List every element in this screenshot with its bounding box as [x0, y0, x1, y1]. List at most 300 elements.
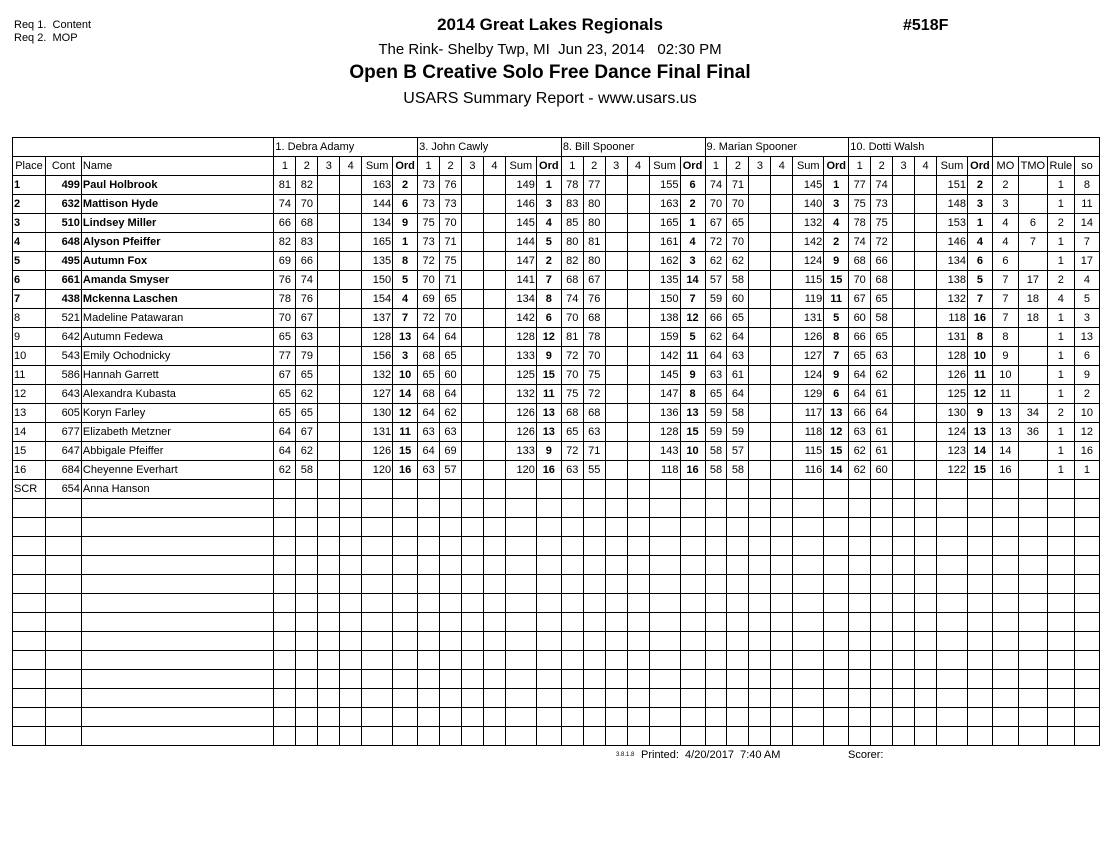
cell-ord	[824, 556, 849, 575]
cell-sum: 124	[793, 366, 824, 385]
cell-score	[749, 613, 771, 632]
cell-cont: 647	[45, 442, 81, 461]
cell-score	[605, 594, 627, 613]
cell-so: 5	[1074, 290, 1099, 309]
cell-sum	[505, 670, 536, 689]
cell-score	[605, 575, 627, 594]
cell-cont: 643	[45, 385, 81, 404]
cell-score	[705, 632, 727, 651]
cell-tmo	[1018, 499, 1047, 518]
cell-score	[440, 727, 462, 746]
cell-sum: 131	[793, 309, 824, 328]
cell-score	[318, 195, 340, 214]
cell-ord: 12	[536, 328, 561, 347]
cell-score	[462, 252, 484, 271]
cell-ord	[824, 670, 849, 689]
cell-sum	[936, 499, 967, 518]
cell-score	[605, 176, 627, 195]
cell-score	[893, 176, 915, 195]
cell-ord: 5	[824, 309, 849, 328]
cell-score	[561, 537, 583, 556]
cell-score	[462, 442, 484, 461]
table-row	[13, 651, 1100, 670]
cell-sum: 118	[793, 423, 824, 442]
cell-place: 3	[13, 214, 46, 233]
cell-score	[893, 537, 915, 556]
cell-score: 63	[583, 423, 605, 442]
cell-rule	[1047, 670, 1074, 689]
cell-sum	[362, 651, 393, 670]
cell-score: 70	[561, 309, 583, 328]
cell-tmo	[1018, 176, 1047, 195]
cell-score: 70	[849, 271, 871, 290]
cell-mo: 9	[992, 347, 1018, 366]
cell-score	[771, 252, 793, 271]
cell-score: 78	[583, 328, 605, 347]
cell-score	[340, 480, 362, 499]
cell-ord	[393, 689, 418, 708]
cell-score: 62	[705, 252, 727, 271]
cell-ord: 9	[824, 366, 849, 385]
cell-score	[627, 290, 649, 309]
cell-sum: 138	[649, 309, 680, 328]
cell-rule	[1047, 518, 1074, 537]
col-header-2: 2	[583, 157, 605, 176]
cell-score	[771, 309, 793, 328]
cell-score: 68	[583, 309, 605, 328]
cell-score	[893, 366, 915, 385]
cell-so: 3	[1074, 309, 1099, 328]
cell-score	[749, 442, 771, 461]
col-header-4: 4	[483, 157, 505, 176]
cell-ord	[967, 537, 992, 556]
cell-ord: 12	[967, 385, 992, 404]
cell-score	[462, 651, 484, 670]
cell-score	[462, 537, 484, 556]
cell-score	[418, 708, 440, 727]
cell-ord	[680, 594, 705, 613]
cell-score	[340, 670, 362, 689]
cell-mo: 4	[992, 214, 1018, 233]
col-header-tmo: TMO	[1018, 157, 1047, 176]
cell-score: 69	[440, 442, 462, 461]
cell-score	[340, 537, 362, 556]
cell-ord	[393, 480, 418, 499]
cell-mo: 7	[992, 309, 1018, 328]
cell-sum: 141	[505, 271, 536, 290]
cell-score	[849, 556, 871, 575]
cell-sum: 123	[936, 442, 967, 461]
cell-score	[318, 328, 340, 347]
cell-score	[296, 632, 318, 651]
cell-score	[727, 499, 749, 518]
cell-tmo	[1018, 613, 1047, 632]
cell-score	[561, 689, 583, 708]
cell-score	[771, 195, 793, 214]
cell-so: 17	[1074, 252, 1099, 271]
cell-score: 63	[705, 366, 727, 385]
cell-score	[627, 423, 649, 442]
cell-rule	[1047, 537, 1074, 556]
cell-score	[771, 556, 793, 575]
cell-score	[462, 480, 484, 499]
cell-score	[561, 518, 583, 537]
col-header-name: Name	[81, 157, 273, 176]
cell-ord: 15	[824, 271, 849, 290]
cell-score	[274, 537, 296, 556]
cell-score	[483, 461, 505, 480]
cell-score: 70	[440, 214, 462, 233]
cell-score	[871, 689, 893, 708]
cell-score	[749, 385, 771, 404]
cell-score: 81	[274, 176, 296, 195]
cell-ord	[393, 632, 418, 651]
cell-score	[296, 575, 318, 594]
table-row	[13, 594, 1100, 613]
cell-score	[893, 404, 915, 423]
cell-sum	[649, 518, 680, 537]
cell-score: 74	[849, 233, 871, 252]
cell-ord: 14	[967, 442, 992, 461]
cell-score: 72	[561, 442, 583, 461]
cell-score	[871, 670, 893, 689]
cell-ord	[393, 575, 418, 594]
cell-rule: 2	[1047, 404, 1074, 423]
cell-score	[627, 366, 649, 385]
column-header-row	[13, 157, 1100, 176]
cell-score	[727, 670, 749, 689]
cell-score: 80	[583, 195, 605, 214]
cell-ord: 13	[824, 404, 849, 423]
cell-sum	[793, 727, 824, 746]
cell-score	[727, 727, 749, 746]
cell-score	[318, 670, 340, 689]
cell-ord: 1	[967, 214, 992, 233]
cell-score	[483, 309, 505, 328]
table-row	[13, 366, 1100, 385]
cell-score: 68	[418, 385, 440, 404]
cell-tmo	[1018, 252, 1047, 271]
cell-ord	[536, 537, 561, 556]
cell-score	[340, 290, 362, 309]
cell-score	[749, 423, 771, 442]
cell-score	[605, 195, 627, 214]
cell-score	[440, 518, 462, 537]
cell-score	[771, 632, 793, 651]
cell-score: 83	[561, 195, 583, 214]
cell-score	[749, 651, 771, 670]
cell-ord: 1	[680, 214, 705, 233]
cell-ord: 5	[393, 271, 418, 290]
cell-score: 65	[274, 385, 296, 404]
cell-score	[627, 689, 649, 708]
cell-so: 4	[1074, 271, 1099, 290]
cell-score	[583, 727, 605, 746]
cell-score	[915, 347, 937, 366]
cell-tmo	[1018, 461, 1047, 480]
cell-score	[871, 537, 893, 556]
cell-cont: 661	[45, 271, 81, 290]
cell-score	[749, 404, 771, 423]
cell-score	[318, 176, 340, 195]
cell-score: 85	[561, 214, 583, 233]
cell-sum: 129	[793, 385, 824, 404]
table-row	[13, 195, 1100, 214]
cell-score	[771, 537, 793, 556]
cell-ord: 2	[824, 233, 849, 252]
cell-ord	[680, 727, 705, 746]
cell-score	[771, 518, 793, 537]
cell-score	[605, 328, 627, 347]
cell-score: 77	[274, 347, 296, 366]
cell-score	[318, 252, 340, 271]
cell-ord	[824, 613, 849, 632]
cell-score	[318, 385, 340, 404]
cell-score	[915, 518, 937, 537]
cell-sum: 144	[362, 195, 393, 214]
cell-tmo: 7	[1018, 233, 1047, 252]
cell-score	[705, 537, 727, 556]
cell-score: 66	[849, 404, 871, 423]
cell-score: 65	[440, 347, 462, 366]
table-row	[13, 176, 1100, 195]
cell-ord: 15	[393, 442, 418, 461]
judge-header-4: 10. Dotti Walsh	[849, 138, 993, 157]
cell-ord: 5	[680, 328, 705, 347]
cell-score	[418, 480, 440, 499]
cell-score: 58	[727, 404, 749, 423]
cell-ord	[680, 651, 705, 670]
cell-score: 60	[871, 461, 893, 480]
cell-name: Cheyenne Everhart	[81, 461, 273, 480]
cell-sum	[649, 651, 680, 670]
cell-sum	[936, 651, 967, 670]
cell-score: 74	[871, 176, 893, 195]
cell-score	[318, 290, 340, 309]
cell-ord: 7	[824, 347, 849, 366]
table-row	[13, 537, 1100, 556]
cell-sum	[649, 689, 680, 708]
cell-place: 6	[13, 271, 46, 290]
cell-score	[605, 537, 627, 556]
cell-name	[81, 499, 273, 518]
cell-score: 63	[849, 423, 871, 442]
cell-sum	[793, 632, 824, 651]
cell-score: 58	[705, 461, 727, 480]
cell-score: 74	[274, 195, 296, 214]
cell-score	[318, 309, 340, 328]
cell-rule	[1047, 689, 1074, 708]
cell-score	[771, 708, 793, 727]
cell-score	[893, 594, 915, 613]
cell-score	[915, 309, 937, 328]
cell-score	[583, 556, 605, 575]
cell-score: 64	[440, 385, 462, 404]
cell-sum: 127	[362, 385, 393, 404]
cell-sum: 117	[793, 404, 824, 423]
cell-ord	[536, 708, 561, 727]
cell-score	[893, 689, 915, 708]
cell-score: 63	[871, 347, 893, 366]
cell-score: 78	[274, 290, 296, 309]
col-header-3: 3	[462, 157, 484, 176]
cell-ord	[967, 613, 992, 632]
cell-score: 76	[296, 290, 318, 309]
cell-score	[340, 385, 362, 404]
cell-score: 62	[871, 366, 893, 385]
cell-tmo: 18	[1018, 309, 1047, 328]
cell-place: 9	[13, 328, 46, 347]
cell-sum	[936, 670, 967, 689]
cell-score: 69	[274, 252, 296, 271]
cell-score	[605, 385, 627, 404]
cell-ord: 14	[824, 461, 849, 480]
cell-score	[274, 613, 296, 632]
cell-score: 59	[705, 290, 727, 309]
cell-score	[771, 233, 793, 252]
cell-score	[483, 480, 505, 499]
cell-score: 81	[583, 233, 605, 252]
cell-score: 75	[849, 195, 871, 214]
cell-score	[605, 423, 627, 442]
cell-score	[749, 347, 771, 366]
cell-score	[583, 689, 605, 708]
cell-score: 66	[296, 252, 318, 271]
cell-rule	[1047, 651, 1074, 670]
cell-ord: 11	[967, 366, 992, 385]
cell-sum: 135	[362, 252, 393, 271]
cell-score	[871, 480, 893, 499]
cell-cont	[45, 537, 81, 556]
cell-score	[893, 290, 915, 309]
cell-place: 16	[13, 461, 46, 480]
cell-rule	[1047, 632, 1074, 651]
cell-score	[915, 594, 937, 613]
cell-score: 70	[418, 271, 440, 290]
cell-score	[605, 727, 627, 746]
cell-so: 12	[1074, 423, 1099, 442]
col-header-1: 1	[561, 157, 583, 176]
cell-score	[893, 632, 915, 651]
cell-score	[296, 689, 318, 708]
table-row	[13, 518, 1100, 537]
cell-score: 65	[561, 423, 583, 442]
cell-score	[849, 670, 871, 689]
cell-score	[274, 727, 296, 746]
cell-score	[771, 271, 793, 290]
cell-score: 75	[583, 366, 605, 385]
col-header-place: Place	[13, 157, 46, 176]
cell-score: 73	[871, 195, 893, 214]
cell-so	[1074, 632, 1099, 651]
cell-sum: 147	[505, 252, 536, 271]
judge-header-3: 9. Marian Spooner	[705, 138, 849, 157]
cell-score	[318, 575, 340, 594]
cell-score	[483, 518, 505, 537]
cell-ord: 13	[393, 328, 418, 347]
cell-ord: 7	[680, 290, 705, 309]
cell-ord	[393, 651, 418, 670]
cell-ord	[393, 556, 418, 575]
cell-ord: 11	[536, 385, 561, 404]
cell-score	[462, 366, 484, 385]
cell-cont: 684	[45, 461, 81, 480]
cell-score	[340, 575, 362, 594]
col-header-sum: Sum	[505, 157, 536, 176]
cell-mo: 11	[992, 385, 1018, 404]
cell-score	[771, 328, 793, 347]
cell-sum	[362, 670, 393, 689]
cell-name	[81, 556, 273, 575]
cell-score: 80	[583, 214, 605, 233]
cell-score	[440, 632, 462, 651]
cell-score	[893, 214, 915, 233]
cell-score	[462, 423, 484, 442]
cell-score: 57	[727, 442, 749, 461]
col-header-ord: Ord	[824, 157, 849, 176]
cell-sum: 132	[505, 385, 536, 404]
cell-sum: 144	[505, 233, 536, 252]
cell-ord: 6	[536, 309, 561, 328]
cell-score: 64	[849, 366, 871, 385]
cell-ord	[680, 499, 705, 518]
cell-score: 65	[296, 366, 318, 385]
cell-mo: 14	[992, 442, 1018, 461]
cell-score	[749, 271, 771, 290]
cell-tmo	[1018, 556, 1047, 575]
cell-ord	[536, 480, 561, 499]
cell-score	[583, 518, 605, 537]
cell-score	[340, 366, 362, 385]
cell-score	[340, 632, 362, 651]
cell-score	[440, 651, 462, 670]
col-header-2: 2	[871, 157, 893, 176]
cell-score	[771, 404, 793, 423]
cell-score: 64	[418, 442, 440, 461]
cell-so: 2	[1074, 385, 1099, 404]
cell-sum: 126	[505, 404, 536, 423]
cell-ord	[824, 518, 849, 537]
cell-name: Mattison Hyde	[81, 195, 273, 214]
cell-sum: 131	[362, 423, 393, 442]
cell-rule	[1047, 499, 1074, 518]
cell-score: 64	[727, 385, 749, 404]
cell-sum	[793, 480, 824, 499]
col-header-1: 1	[418, 157, 440, 176]
cell-score	[915, 480, 937, 499]
cell-score: 69	[418, 290, 440, 309]
cell-ord	[967, 670, 992, 689]
cell-score: 74	[561, 290, 583, 309]
cell-score	[318, 632, 340, 651]
cell-tmo	[1018, 442, 1047, 461]
cell-score	[915, 632, 937, 651]
cell-so	[1074, 651, 1099, 670]
cell-score	[705, 480, 727, 499]
cell-ord: 5	[967, 271, 992, 290]
cell-score	[483, 632, 505, 651]
cell-score	[627, 233, 649, 252]
cell-score	[605, 214, 627, 233]
cell-score	[915, 195, 937, 214]
cell-ord	[680, 613, 705, 632]
cell-tmo: 18	[1018, 290, 1047, 309]
cell-score: 64	[440, 328, 462, 347]
cell-sum	[362, 632, 393, 651]
requirement-line-2: Req 2. MOP	[14, 32, 78, 44]
cell-sum	[362, 480, 393, 499]
cell-tmo	[1018, 195, 1047, 214]
